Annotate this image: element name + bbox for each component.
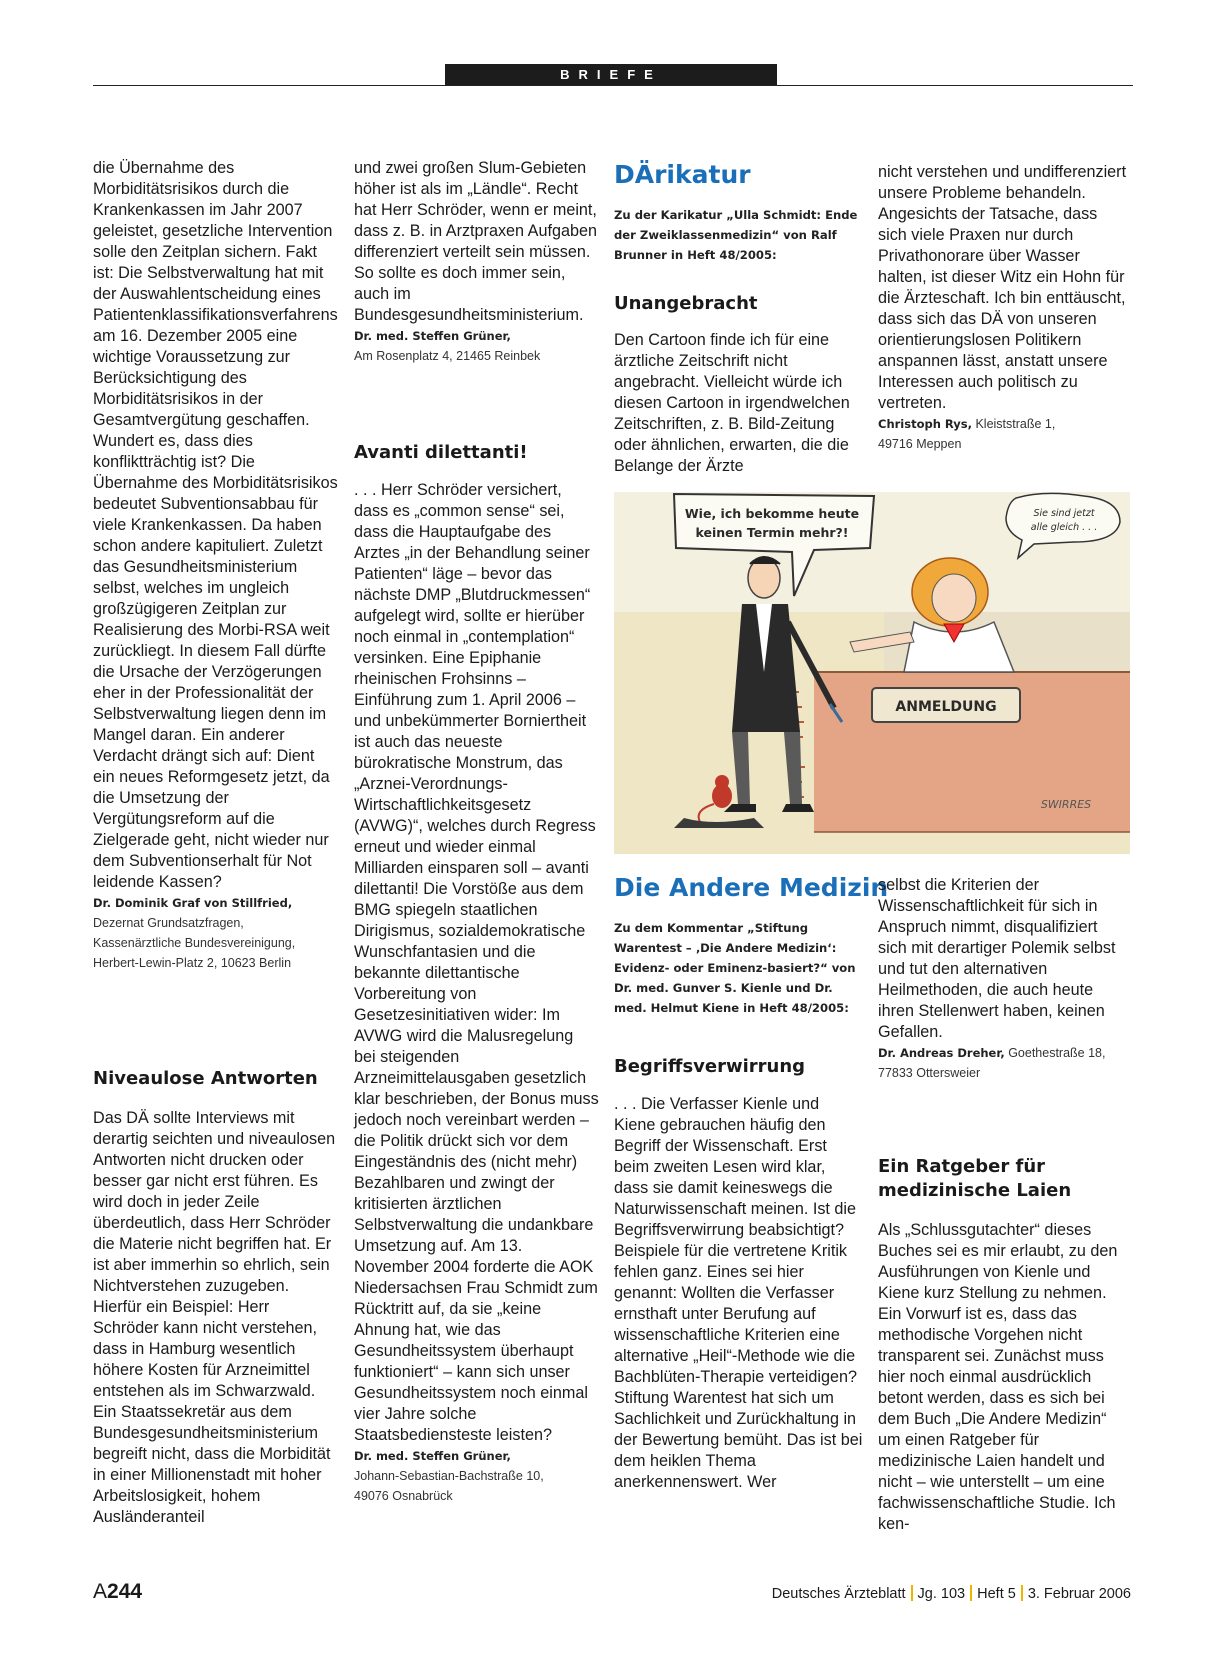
separator-bar: [1021, 1585, 1023, 1601]
speech-right-line2: alle gleich . . .: [1030, 522, 1098, 533]
column-1: [93, 158, 338, 973]
cartoon-illustration: [614, 492, 1130, 854]
column-4-last: [878, 1220, 1130, 1535]
letter-text: Das DÄ sollte Interviews mit derartig seichten und niveaulosen Antworten nicht drucken oder besser gar nicht erst führen. Es wird doch in jeder Zeile überdeutlich, dass Herr Schröder die Materie nicht begriffen hat. Er ist aber immerhin so ehrlich, sein Nichtverstehen zuzugeben. Hierfür ein Beispiel: Herr Schröder kann nicht verstehen, dass in Hamburg wesentlich höhere Kosten für Arzneimittel entstehen als im Schwarzwald. Ein Staatssekretär aus dem Bundesgesundheitsministerium begreift nicht, dass die Morbidität in einer Millionenstadt mit hoher Arbeitslosigkeit, hohem Ausländeranteil: [93, 1109, 336, 1526]
separator-bar: [911, 1585, 913, 1601]
signature-name: Dr. Andreas Dreher,: [878, 1046, 1005, 1060]
letter-heading: Begriffsverwirrung: [614, 1056, 806, 1077]
column-2: [354, 158, 599, 366]
signature-address: 77833 Ottersweier: [878, 1066, 981, 1080]
cartoon-signature: SWIRRES: [1040, 798, 1092, 811]
letter-heading: Ein Ratgeber für medizinische Laien: [878, 1156, 1072, 1201]
signature-address: Am Rosenplatz 4, 21465 Reinbek: [354, 349, 541, 363]
signature: [878, 1043, 1130, 1063]
signature-address: Kassenärztliche Bundesvereinigung,: [93, 936, 296, 950]
page-prefix: A: [93, 1580, 108, 1603]
signature: [878, 414, 1130, 434]
journal-name: Deutsches Ärzteblatt: [771, 1586, 906, 1602]
page-number: [93, 1580, 142, 1604]
letter-text: . . . Herr Schröder versichert, dass es „common sense“ sei, dass die Hauptaufgabe des Arztes „in der Behandlung seiner Patienten“ läge – bevor das nächste DMP „Blutdruckmessen“ aufgelegt wird, sollte er hierüber noch einmal in „contemplation“ versinken. Eine Epiphanie rheinischen Frohsinns – Einführung zum 1. April 2006 – und unbekümmerter Borniertheit ist auch das neueste bürokratische Monstrum, das „Arznei-Verordnungs-Wirtschaftlichkeitsgesetz (AVWG)“, welches durch Regress erneut und wieder einmal Milliarden einsparen soll – avanti dilettanti! Die Vorstöße aus dem BMG spiegeln staatlichen Dirigismus, sozialdemokratische Wunschfantasien und die bekannte dilettantische Vorbereitung von Gesetzesinitiativen wider: Im AVWG wird die Malusregelung bei steigenden Arzneimittelausgaben gesetzlich klar beschrieben, der Bonus muss jedoch noch vereinbart werden – die Politik drückt sich vor dem Eingeständnis des (nicht mehr) Bezahlbaren und zwingt der kritisierten ärztlichen Selbstverwaltung die undankbare Umsetzung auf. Am 13. November 2004 forderte die AOK Niedersachsen Frau Schmidt zum Rücktritt auf, da sie „keine Ahnung hat, wie das Gesundheitssystem überhaupt funktioniert“ – kann sich unser Gesundheitssystem noch einmal vier Jahre solche Staatsbediensteste leisten?: [354, 481, 599, 1444]
letter-text: die Übernahme des Morbiditätsrisikos durch die Krankenkassen im Jahr 2007 geleistet, gesetzliche Intervention solle den Zeitplan sichern. Fakt ist: Die Selbstverwaltung hat mit der Auswahlentscheidung eines Patientenklassifikationsverfahrens am 16. Dezember 2005 eine wichtige Voraussetzung zur Berücksichtigung des Morbiditätsrisikos in der Gesamtvergütung geschaffen. Wundert es, dass dies konfliktträchtig ist? Die Übernahme des Morbiditätsrisikos bedeutet Subventionsabbau für viele Krankenkassen. Da haben schon andere kapituliert. Zuletzt das Gesundheitsministerium selbst, welches im ungleich großzügigeren Zeitplan zur Realisierung des Morbi-RSA weit zurückliegt. In diesem Fall dürfte die Ursache der Verzögerungen eher in der Professionalität der Selbstverwaltung liegen denn im Mangel daran. Ein anderer Verdacht drängt sich auf: Dient ein neues Reformgesetz jetzt, da die Umsetzung der Vergütungsreform auf die Zielgerade geht, nicht wieder nur dem Subventionserhalt für Not leidende Kassen?: [93, 159, 338, 891]
letter-text: Den Cartoon finde ich für eine ärztliche Zeitschrift nicht angebracht. Vielleicht würde ich diesen Cartoon in irgendwelchen Zeitschriften, z. B. Bild-Zeitung oder ähnlichen, erwarten, die die Belange der Ärzte: [614, 331, 850, 475]
section-title: DÄrikatur: [614, 160, 751, 189]
signature-name: Christoph Rys,: [878, 417, 972, 431]
signature-address: Kleiststraße 1,: [975, 417, 1056, 431]
letter-heading: Avanti dilettanti!: [354, 442, 528, 463]
journal-volume: Jg. 103: [917, 1586, 966, 1602]
signature-name: Dr. med. Steffen Grüner,: [354, 329, 511, 343]
signature-address: Goethestraße 18,: [1008, 1046, 1106, 1060]
header-rule: [93, 85, 1133, 86]
page-number-value: 244: [107, 1580, 143, 1603]
letter-text: und zwei großen Slum-Gebieten höher ist als im „Ländle“. Recht hat Herr Schröder, wenn er meint, dass z. B. in Arztpraxen Aufgaben differenziert verteilt sein müssen. So sollte es doch immer sein, auch im Bundesgesundheitsministerium.: [354, 159, 597, 324]
journal-date: 3. Februar 2006: [1027, 1586, 1131, 1602]
speech-right-line1: Sie sind jetzt: [1033, 508, 1095, 519]
section-title: Die Andere Medizin: [614, 873, 889, 902]
speech-left-line1: Wie, ich bekomme heute: [684, 506, 860, 521]
signature-address: Johann-Sebastian-Bachstraße 10,: [354, 1469, 544, 1483]
speech-left-line2: keinen Termin mehr?!: [695, 525, 849, 540]
letter-text: . . . Die Verfasser Kienle und Kiene gebrauchen häufig den Begriff der Wissenschaft. Erst beim zweiten Lesen wird klar, dass sie damit keineswegs die Naturwissenschaft meinen. Ist die Begriffsverwirrung beabsichtigt? Beispiele für die vertretene Kritik fehlen ganz. Eines sei hier genannt: Wollten die Verfasser ernsthaft unter Berufung auf wissenschaftliche Kriterien eine alternative „Heil“-Methode wie die Bachblüten-Therapie verteidigen? Stiftung Warentest hat sich um Sachlichkeit und Zurückhaltung in der Bewertung bemüht. Das ist bei dem heiklen Thema anerkennenswert. Wer: [614, 1095, 863, 1491]
cartoon-sign: ANMELDUNG: [895, 699, 997, 715]
letter-text: nicht verstehen und undifferenziert unsere Probleme behandeln. Angesichts der Tatsache, dass sich viele Praxen nur durch Privathonorare über Wasser halten, ist dieser Witz ein Hohn für die Ärzteschaft. Ich bin enttäuscht, dass sich das DÄ von unseren orientierungslosen Politikern anspannen lässt, anstatt unsere Interessen auch politisch zu vertreten.: [878, 163, 1127, 412]
signature-address: 49716 Meppen: [878, 437, 962, 451]
column-2-bottom: [354, 480, 599, 1506]
column-3-top: [614, 330, 862, 477]
reference-note: Zu dem Kommentar „Stiftung Warentest – ‚Die Andere Medizin‘: Evidenz- oder Eminenz-basiert?“ von Dr. med. Gunver S. Kienle und Dr. med. Helmut Kiene in Heft 48/2005:: [614, 921, 856, 1015]
letter-text: selbst die Kriterien der Wissenschaftlichkeit für sich in Anspruch nimmt, disqualifiziert sich mit derartiger Polemik selbst und tut den alternativen Heilmethoden, die auch heute ihren Stellenwert haben, keinen Gefallen.: [878, 876, 1116, 1041]
letter-heading: Niveaulose Antworten: [93, 1068, 318, 1089]
signature-address: Herbert-Lewin-Platz 2, 10623 Berlin: [93, 956, 292, 970]
letter-heading: Unangebracht: [614, 293, 758, 314]
signature-name: Dr. med. Steffen Grüner,: [354, 1449, 511, 1463]
journal-info: [772, 1585, 1131, 1602]
section-header: BRIEFE: [445, 64, 777, 85]
separator-bar: [970, 1585, 972, 1601]
column-1-bottom: [93, 1108, 338, 1528]
signature-address: 49076 Osnabrück: [354, 1489, 453, 1503]
signature-address: Dezernat Grundsatzfragen,: [93, 916, 244, 930]
journal-issue: Heft 5: [977, 1586, 1016, 1602]
column-3-bottom: [614, 1094, 864, 1493]
reference-note: Zu der Karikatur „Ulla Schmidt: Ende der Zweiklassenmedizin“ von Ralf Brunner in Heft 48/2005:: [614, 208, 858, 262]
letter-text: Als „Schlussgutachter“ dieses Buches sei es mir erlaubt, zu den Ausführungen von Kienle und Kiene kurz Stellung zu nehmen. Ein Vorwurf ist es, dass das methodische Vorgehen nicht transparent sei. Zunächst muss hier noch einmal ausdrücklich betont werden, dass es sich bei dem Buch „Die Andere Medizin“ um einen Ratgeber für medizinische Laien handelt und nicht – wie unterstellt – um eine fachwissenschaftliche Studie. Ich ken-: [878, 1221, 1118, 1533]
column-4-bottom: [878, 875, 1130, 1083]
signature-name: Dr. Dominik Graf von Stillfried,: [93, 896, 293, 910]
column-4-top: [878, 162, 1130, 454]
